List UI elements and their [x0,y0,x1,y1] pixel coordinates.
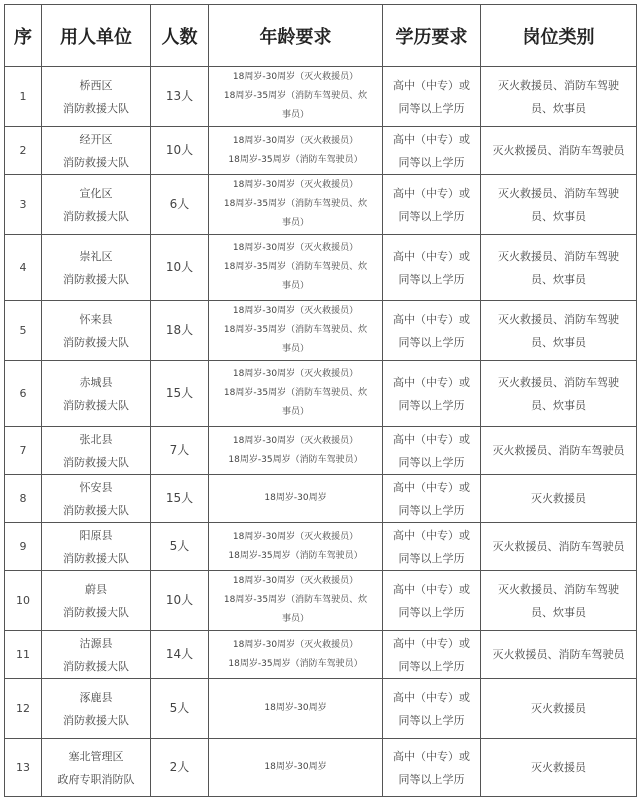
employer-unit-line: 消防救援大队 [63,272,129,286]
age-requirement-line: 事员） [281,110,309,120]
headcount: 2人 [151,739,209,797]
education-requirement-line: 同等以上学历 [398,503,465,517]
headcount: 10人 [151,571,209,631]
age-requirement-line: 18周岁-30周岁（灭火救援员） [232,576,359,586]
education-requirement-line: 同等以上学历 [398,772,465,786]
employer-unit [42,235,151,301]
education-requirement [383,235,481,301]
education-requirement-line: 高中（中专）或 [393,749,470,763]
age-requirement [209,739,383,797]
employer-unit [42,571,151,631]
table-row [5,127,637,175]
age-requirement-line: 18周岁-30周岁（灭火救援员） [232,531,359,542]
headcount: 15人 [151,361,209,427]
education-requirement-line: 同等以上学历 [398,398,465,412]
job-category [481,679,637,739]
age-requirement-line: 18周岁-30周岁（灭火救援员） [232,435,359,446]
education-requirement-line: 同等以上学历 [398,272,465,286]
age-requirement-line: 18周岁-35周岁（消防车驾驶员） [228,154,363,165]
job-category [481,67,637,127]
education-requirement-line: 高中（中专）或 [393,582,470,596]
row-number: 5 [5,301,42,361]
job-category [481,235,637,301]
recruitment-table [4,4,637,797]
job-category-line: 灭火救援员、消防车驾驶员 [492,540,625,553]
age-requirement [209,235,383,301]
education-requirement-line: 高中（中专）或 [393,432,470,446]
job-category-line: 灭火救援员、消防车驾驶 [498,375,619,389]
job-category-line: 灭火救援员、消防车驾驶员 [492,144,625,157]
headcount: 7人 [151,427,209,475]
job-category [481,523,637,571]
age-requirement-line: 事员） [281,614,309,624]
header-job-category: 岗位类别 [481,5,637,67]
education-requirement-line: 同等以上学历 [398,209,465,223]
education-requirement-line: 同等以上学历 [398,713,465,727]
education-requirement [383,175,481,235]
employer-unit-line: 消防救援大队 [63,455,129,469]
job-category [481,175,637,235]
employer-unit-line: 张北县 [79,432,113,446]
row-number: 11 [5,631,42,679]
age-requirement-line: 18周岁-30周岁（灭火救援员） [232,72,359,82]
age-requirement-line: 18周岁-30周岁（灭火救援员） [232,243,359,253]
education-requirement-line: 高中（中专）或 [393,78,470,92]
table-row [5,175,637,235]
education-requirement-line: 高中（中专）或 [393,312,470,326]
employer-unit [42,631,151,679]
age-requirement [209,175,383,235]
table-row [5,361,637,427]
age-requirement-line: 18周岁-35周岁（消防车驾驶员、炊 [223,262,368,272]
age-requirement-line: 18周岁-35周岁（消防车驾驶员、炊 [223,388,368,398]
job-category [481,631,637,679]
header-age: 年龄要求 [209,5,383,67]
age-requirement-line: 18周岁-30周岁（灭火救援员） [232,135,359,146]
age-requirement [209,679,383,739]
job-category [481,361,637,427]
age-requirement [209,523,383,571]
age-requirement-line: 18周岁-35周岁（消防车驾驶员） [228,454,363,465]
education-requirement-line: 高中（中专）或 [393,636,470,650]
education-requirement-line: 同等以上学历 [398,605,465,619]
employer-unit-line: 政府专职消防队 [57,772,135,786]
employer-unit [42,427,151,475]
employer-unit-line: 宣化区 [79,186,113,200]
table-row [5,235,637,301]
education-requirement-line: 同等以上学历 [398,335,465,349]
age-requirement-line: 18周岁-30周岁（灭火救援员） [232,306,359,316]
age-requirement-line: 18周岁-30周岁 [264,493,327,503]
education-requirement [383,631,481,679]
education-requirement [383,475,481,523]
education-requirement-line: 同等以上学历 [398,455,465,469]
headcount: 15人 [151,475,209,523]
education-requirement [383,739,481,797]
employer-unit-line: 涿鹿县 [79,690,113,704]
job-category-line: 灭火救援员、消防车驾驶 [498,186,619,200]
table-row [5,427,637,475]
table-row [5,301,637,361]
employer-unit-line: 赤城县 [79,375,113,389]
employer-unit-line: 塞北管理区 [68,749,124,763]
headcount: 13人 [151,67,209,127]
job-category-line: 灭火救援员、消防车驾驶 [498,582,619,596]
education-requirement-line: 高中（中专）或 [393,186,470,200]
employer-unit [42,175,151,235]
job-category [481,427,637,475]
education-requirement-line: 高中（中专）或 [393,690,470,704]
age-requirement-line: 18周岁-35周岁（消防车驾驶员） [228,658,363,669]
age-requirement [209,631,383,679]
employer-unit-line: 消防救援大队 [63,101,129,115]
employer-unit-line: 消防救援大队 [63,659,129,673]
age-requirement-line: 18周岁-30周岁（灭火救援员） [232,369,359,379]
education-requirement [383,67,481,127]
row-number: 1 [5,67,42,127]
job-category-line: 灭火救援员 [531,492,586,505]
table-row [5,739,637,797]
table-row [5,475,637,523]
job-category-line: 员、炊事员 [531,272,586,286]
job-category-line: 灭火救援员 [531,761,586,774]
employer-unit [42,301,151,361]
row-number: 3 [5,175,42,235]
education-requirement [383,301,481,361]
table-row [5,631,637,679]
education-requirement-line: 高中（中专）或 [393,132,470,146]
age-requirement [209,571,383,631]
age-requirement-line: 18周岁-35周岁（消防车驾驶员） [228,550,363,561]
job-category [481,301,637,361]
employer-unit-line: 沽源县 [79,636,113,650]
education-requirement [383,679,481,739]
age-requirement [209,475,383,523]
employer-unit-line: 蔚县 [85,582,107,596]
job-category [481,127,637,175]
age-requirement-line: 18周岁-30周岁（灭火救援员） [232,639,359,650]
headcount: 10人 [151,127,209,175]
education-requirement [383,571,481,631]
employer-unit-line: 消防救援大队 [63,551,129,565]
education-requirement-line: 同等以上学历 [398,155,465,169]
age-requirement [209,301,383,361]
headcount: 5人 [151,523,209,571]
row-number: 12 [5,679,42,739]
table-row [5,523,637,571]
education-requirement-line: 同等以上学历 [398,551,465,565]
employer-unit-line: 消防救援大队 [63,209,129,223]
education-requirement-line: 同等以上学历 [398,101,465,115]
age-requirement [209,67,383,127]
employer-unit-line: 消防救援大队 [63,713,129,727]
employer-unit [42,739,151,797]
employer-unit-line: 怀来县 [79,312,113,326]
job-category-line: 员、炊事员 [531,101,586,115]
education-requirement-line: 高中（中专）或 [393,375,470,389]
age-requirement-line: 18周岁-35周岁（消防车驾驶员、炊 [223,91,368,101]
row-number: 6 [5,361,42,427]
job-category-line: 员、炊事员 [531,209,586,223]
education-requirement [383,127,481,175]
job-category [481,571,637,631]
headcount: 5人 [151,679,209,739]
age-requirement-line: 18周岁-30周岁 [264,703,327,713]
employer-unit [42,523,151,571]
education-requirement-line: 高中（中专）或 [393,249,470,263]
header-unit: 用人单位 [42,5,151,67]
education-requirement [383,523,481,571]
employer-unit [42,475,151,523]
row-number: 9 [5,523,42,571]
job-category [481,475,637,523]
age-requirement [209,427,383,475]
row-number: 4 [5,235,42,301]
job-category-line: 灭火救援员、消防车驾驶 [498,249,619,263]
employer-unit [42,361,151,427]
job-category [481,739,637,797]
row-number: 2 [5,127,42,175]
headcount: 6人 [151,175,209,235]
age-requirement-line: 18周岁-35周岁（消防车驾驶员、炊 [223,199,368,209]
employer-unit-line: 阳原县 [79,528,113,542]
headcount: 10人 [151,235,209,301]
headcount: 14人 [151,631,209,679]
employer-unit-line: 经开区 [79,132,113,146]
age-requirement-line: 18周岁-30周岁（灭火救援员） [232,180,359,190]
employer-unit-line: 消防救援大队 [63,503,129,517]
age-requirement-line: 事员） [281,407,309,417]
job-category-line: 灭火救援员、消防车驾驶 [498,78,619,92]
row-number: 10 [5,571,42,631]
age-requirement-line: 事员） [281,218,309,228]
education-requirement [383,427,481,475]
header-row [5,5,637,67]
age-requirement-line: 18周岁-35周岁（消防车驾驶员、炊 [223,595,368,605]
job-category-line: 灭火救援员 [531,702,586,715]
row-number: 7 [5,427,42,475]
age-requirement [209,361,383,427]
headcount: 18人 [151,301,209,361]
employer-unit-line: 消防救援大队 [63,398,129,412]
job-category-line: 灭火救援员、消防车驾驶 [498,312,619,326]
age-requirement-line: 事员） [281,281,309,291]
job-category-line: 灭火救援员、消防车驾驶员 [492,444,625,457]
header-count: 人数 [151,5,209,67]
job-category-line: 灭火救援员、消防车驾驶员 [492,648,625,661]
job-category-line: 员、炊事员 [531,398,586,412]
education-requirement [383,361,481,427]
table-row [5,571,637,631]
job-category-line: 员、炊事员 [531,605,586,619]
row-number: 13 [5,739,42,797]
age-requirement-line: 事员） [281,344,309,354]
employer-unit-line: 消防救援大队 [63,155,129,169]
employer-unit-line: 消防救援大队 [63,605,129,619]
employer-unit [42,679,151,739]
table-row [5,67,637,127]
age-requirement-line: 18周岁-35周岁（消防车驾驶员、炊 [223,325,368,335]
employer-unit-line: 崇礼区 [79,249,113,263]
employer-unit [42,67,151,127]
row-number: 8 [5,475,42,523]
education-requirement-line: 高中（中专）或 [393,480,470,494]
employer-unit-line: 消防救援大队 [63,335,129,349]
employer-unit-line: 桥西区 [79,78,113,92]
header-education: 学历要求 [383,5,481,67]
job-category-line: 员、炊事员 [531,335,586,349]
header-no: 序 [5,5,42,67]
employer-unit-line: 怀安县 [79,480,113,494]
education-requirement-line: 同等以上学历 [398,659,465,673]
table-row [5,679,637,739]
employer-unit [42,127,151,175]
education-requirement-line: 高中（中专）或 [393,528,470,542]
age-requirement-line: 18周岁-30周岁 [264,762,327,772]
age-requirement [209,127,383,175]
